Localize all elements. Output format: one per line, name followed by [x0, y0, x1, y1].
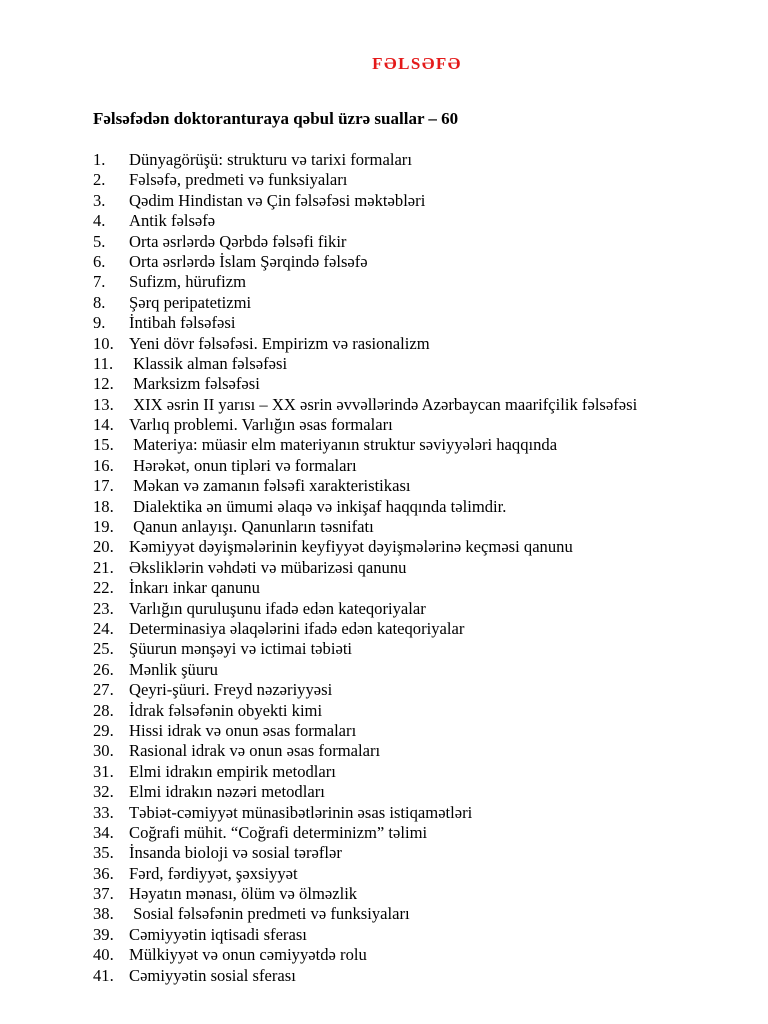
question-item — [93, 599, 637, 619]
question-number: 10. — [93, 333, 114, 353]
question-text: Cəmiyyətin sosial sferası — [129, 965, 296, 985]
question-text: Sosial fəlsəfənin predmeti və funksiyaları — [129, 904, 410, 924]
question-number: 17. — [93, 476, 114, 496]
question-number: 8. — [93, 292, 106, 312]
question-number: 24. — [93, 618, 114, 638]
question-item — [93, 272, 637, 292]
question-item — [93, 191, 637, 211]
question-item — [93, 415, 637, 435]
question-text: Hissi idrak və onun əsas formaları — [129, 720, 357, 740]
question-number: 19. — [93, 517, 114, 537]
question-text: Elmi idrakın nəzəri metodları — [129, 782, 325, 802]
question-item — [93, 211, 637, 231]
question-item — [93, 170, 637, 190]
question-text: Əksliklərin vəhdəti və mübarizəsi qanunu — [129, 557, 407, 577]
question-number: 34. — [93, 822, 114, 842]
question-number: 6. — [93, 251, 106, 271]
question-number: 21. — [93, 557, 114, 577]
question-item — [93, 537, 637, 557]
question-text: Qanun anlayışı. Qanunların təsnifatı — [129, 517, 374, 537]
question-text: Şərq peripatetizmi — [129, 292, 252, 312]
question-item — [93, 925, 637, 945]
question-number: 22. — [93, 578, 114, 598]
question-text: Antik fəlsəfə — [129, 211, 216, 231]
question-item — [93, 741, 637, 761]
question-number: 18. — [93, 496, 114, 516]
question-item — [93, 497, 637, 517]
question-text: İntibah fəlsəfəsi — [129, 313, 236, 333]
question-number: 35. — [93, 843, 114, 863]
question-item — [93, 904, 637, 924]
question-item — [93, 966, 637, 986]
question-number: 11. — [93, 353, 114, 373]
question-number: 38. — [93, 904, 114, 924]
question-text: Mənlik şüuru — [129, 659, 218, 679]
question-text: Varlığın quruluşunu ifadə edən kateqoriyalar — [129, 598, 426, 618]
question-text: İdrak fəlsəfənin obyekti kimi — [129, 700, 323, 720]
question-number: 12. — [93, 374, 114, 394]
question-item — [93, 721, 637, 741]
question-number: 20. — [93, 537, 114, 557]
question-number: 30. — [93, 741, 114, 761]
question-number: 36. — [93, 863, 114, 883]
question-item — [93, 232, 637, 252]
question-text: XIX əsrin II yarısı – XX əsrin əvvəllərində Azərbaycan maarifçilik fəlsəfəsi — [129, 394, 638, 414]
question-item — [93, 252, 637, 272]
question-item — [93, 843, 637, 863]
question-number: 5. — [93, 231, 106, 251]
question-item — [93, 313, 637, 333]
question-item — [93, 435, 637, 455]
question-item — [93, 803, 637, 823]
question-item — [93, 150, 637, 170]
question-number: 39. — [93, 924, 114, 944]
question-text: İnkarı inkar qanunu — [129, 578, 260, 598]
question-number: 14. — [93, 415, 114, 435]
question-text: Təbiət-cəmiyyət münasibətlərinin əsas istiqamətləri — [129, 802, 473, 822]
question-text: Sufizm, hürufizm — [129, 272, 247, 292]
question-item — [93, 619, 637, 639]
question-text: İnsanda bioloji və sosial tərəflər — [129, 843, 342, 863]
question-item — [93, 823, 637, 843]
question-text: Həyatın mənası, ölüm və ölməzlik — [129, 884, 358, 904]
question-number: 32. — [93, 782, 114, 802]
question-text: Şüurun mənşəyi və ictimai təbiəti — [129, 639, 353, 659]
question-item — [93, 701, 637, 721]
question-text: Fəlsəfə, predmeti və funksiyaları — [129, 170, 348, 190]
question-item — [93, 782, 637, 802]
question-number: 29. — [93, 720, 114, 740]
question-number: 1. — [93, 150, 106, 169]
question-text: Rasional idrak və onun əsas formaları — [129, 741, 381, 761]
question-item — [93, 476, 637, 496]
question-text: Cəmiyyətin iqtisadi sferası — [129, 924, 307, 944]
question-text: Klassik alman fəlsəfəsi — [129, 353, 288, 373]
question-number: 9. — [93, 313, 106, 333]
question-number: 31. — [93, 761, 114, 781]
question-item — [93, 374, 637, 394]
question-number: 3. — [93, 190, 106, 210]
question-number: 16. — [93, 455, 114, 475]
question-number: 40. — [93, 945, 114, 965]
question-text: Dialektika ən ümumi əlaqə və inkişaf haqqında təlimdir. — [129, 496, 507, 516]
question-text: Orta əsrlərdə İslam Şərqində fəlsəfə — [129, 251, 368, 271]
question-text: Materiya: müasir elm materiyanın struktur səviyyələri haqqında — [129, 435, 558, 455]
question-number: 2. — [93, 170, 106, 190]
question-number: 33. — [93, 802, 114, 822]
question-text: Kəmiyyət dəyişmələrinin keyfiyyət dəyişmələrinə keçməsi qanunu — [129, 537, 573, 557]
question-number: 23. — [93, 598, 114, 618]
question-item — [93, 639, 637, 659]
question-number: 15. — [93, 435, 114, 455]
question-text: Qədim Hindistan və Çin fəlsəfəsi məktəbləri — [129, 190, 426, 210]
question-text: Varlıq problemi. Varlığın əsas formaları — [129, 415, 393, 435]
document-title: FƏLSƏFƏ — [372, 54, 462, 73]
question-text: Məkan və zamanın fəlsəfi xarakteristikası — [129, 476, 411, 496]
question-number: 25. — [93, 639, 114, 659]
question-number: 26. — [93, 659, 114, 679]
question-item — [93, 680, 637, 700]
question-item — [93, 884, 637, 904]
question-text: Mülkiyyət və onun cəmiyyətdə rolu — [129, 945, 367, 965]
question-number: 41. — [93, 965, 114, 985]
question-item — [93, 334, 637, 354]
question-text: Qeyri-şüuri. Freyd nəzəriyyəsi — [129, 680, 333, 700]
question-text: Yeni dövr fəlsəfəsi. Empirizm və rasionalizm — [129, 333, 430, 353]
question-number: 13. — [93, 394, 114, 414]
question-item — [93, 354, 637, 374]
question-item — [93, 558, 637, 578]
question-text: Orta əsrlərdə Qərbdə fəlsəfi fikir — [129, 231, 347, 251]
question-number: 7. — [93, 272, 106, 292]
question-item — [93, 660, 637, 680]
question-item — [93, 945, 637, 965]
question-text: Coğrafi mühit. “Coğrafi determinizm” təlimi — [129, 822, 428, 842]
question-text: Hərəkət, onun tipləri və formaları — [129, 455, 357, 475]
question-item — [93, 293, 637, 313]
questions-list — [93, 150, 637, 986]
question-text: Determinasiya əlaqələrini ifadə edən kateqoriyalar — [129, 618, 465, 638]
question-text: Elmi idrakın empirik metodları — [129, 761, 336, 781]
question-number: 28. — [93, 700, 114, 720]
question-text: Fərd, fərdiyyət, şəxsiyyət — [129, 863, 298, 883]
question-number: 37. — [93, 884, 114, 904]
questions-heading: Fəlsəfədən doktoranturaya qəbul üzrə suallar – 60 — [93, 109, 459, 128]
question-item — [93, 517, 637, 537]
question-number: 27. — [93, 680, 114, 700]
question-text: Marksizm fəlsəfəsi — [129, 374, 260, 394]
question-item — [93, 762, 637, 782]
question-item — [93, 864, 637, 884]
question-number: 4. — [93, 211, 106, 231]
question-item — [93, 456, 637, 476]
question-text: Dünyagörüşü: strukturu və tarixi formaları — [129, 150, 412, 169]
question-item — [93, 395, 637, 415]
question-item — [93, 578, 637, 598]
